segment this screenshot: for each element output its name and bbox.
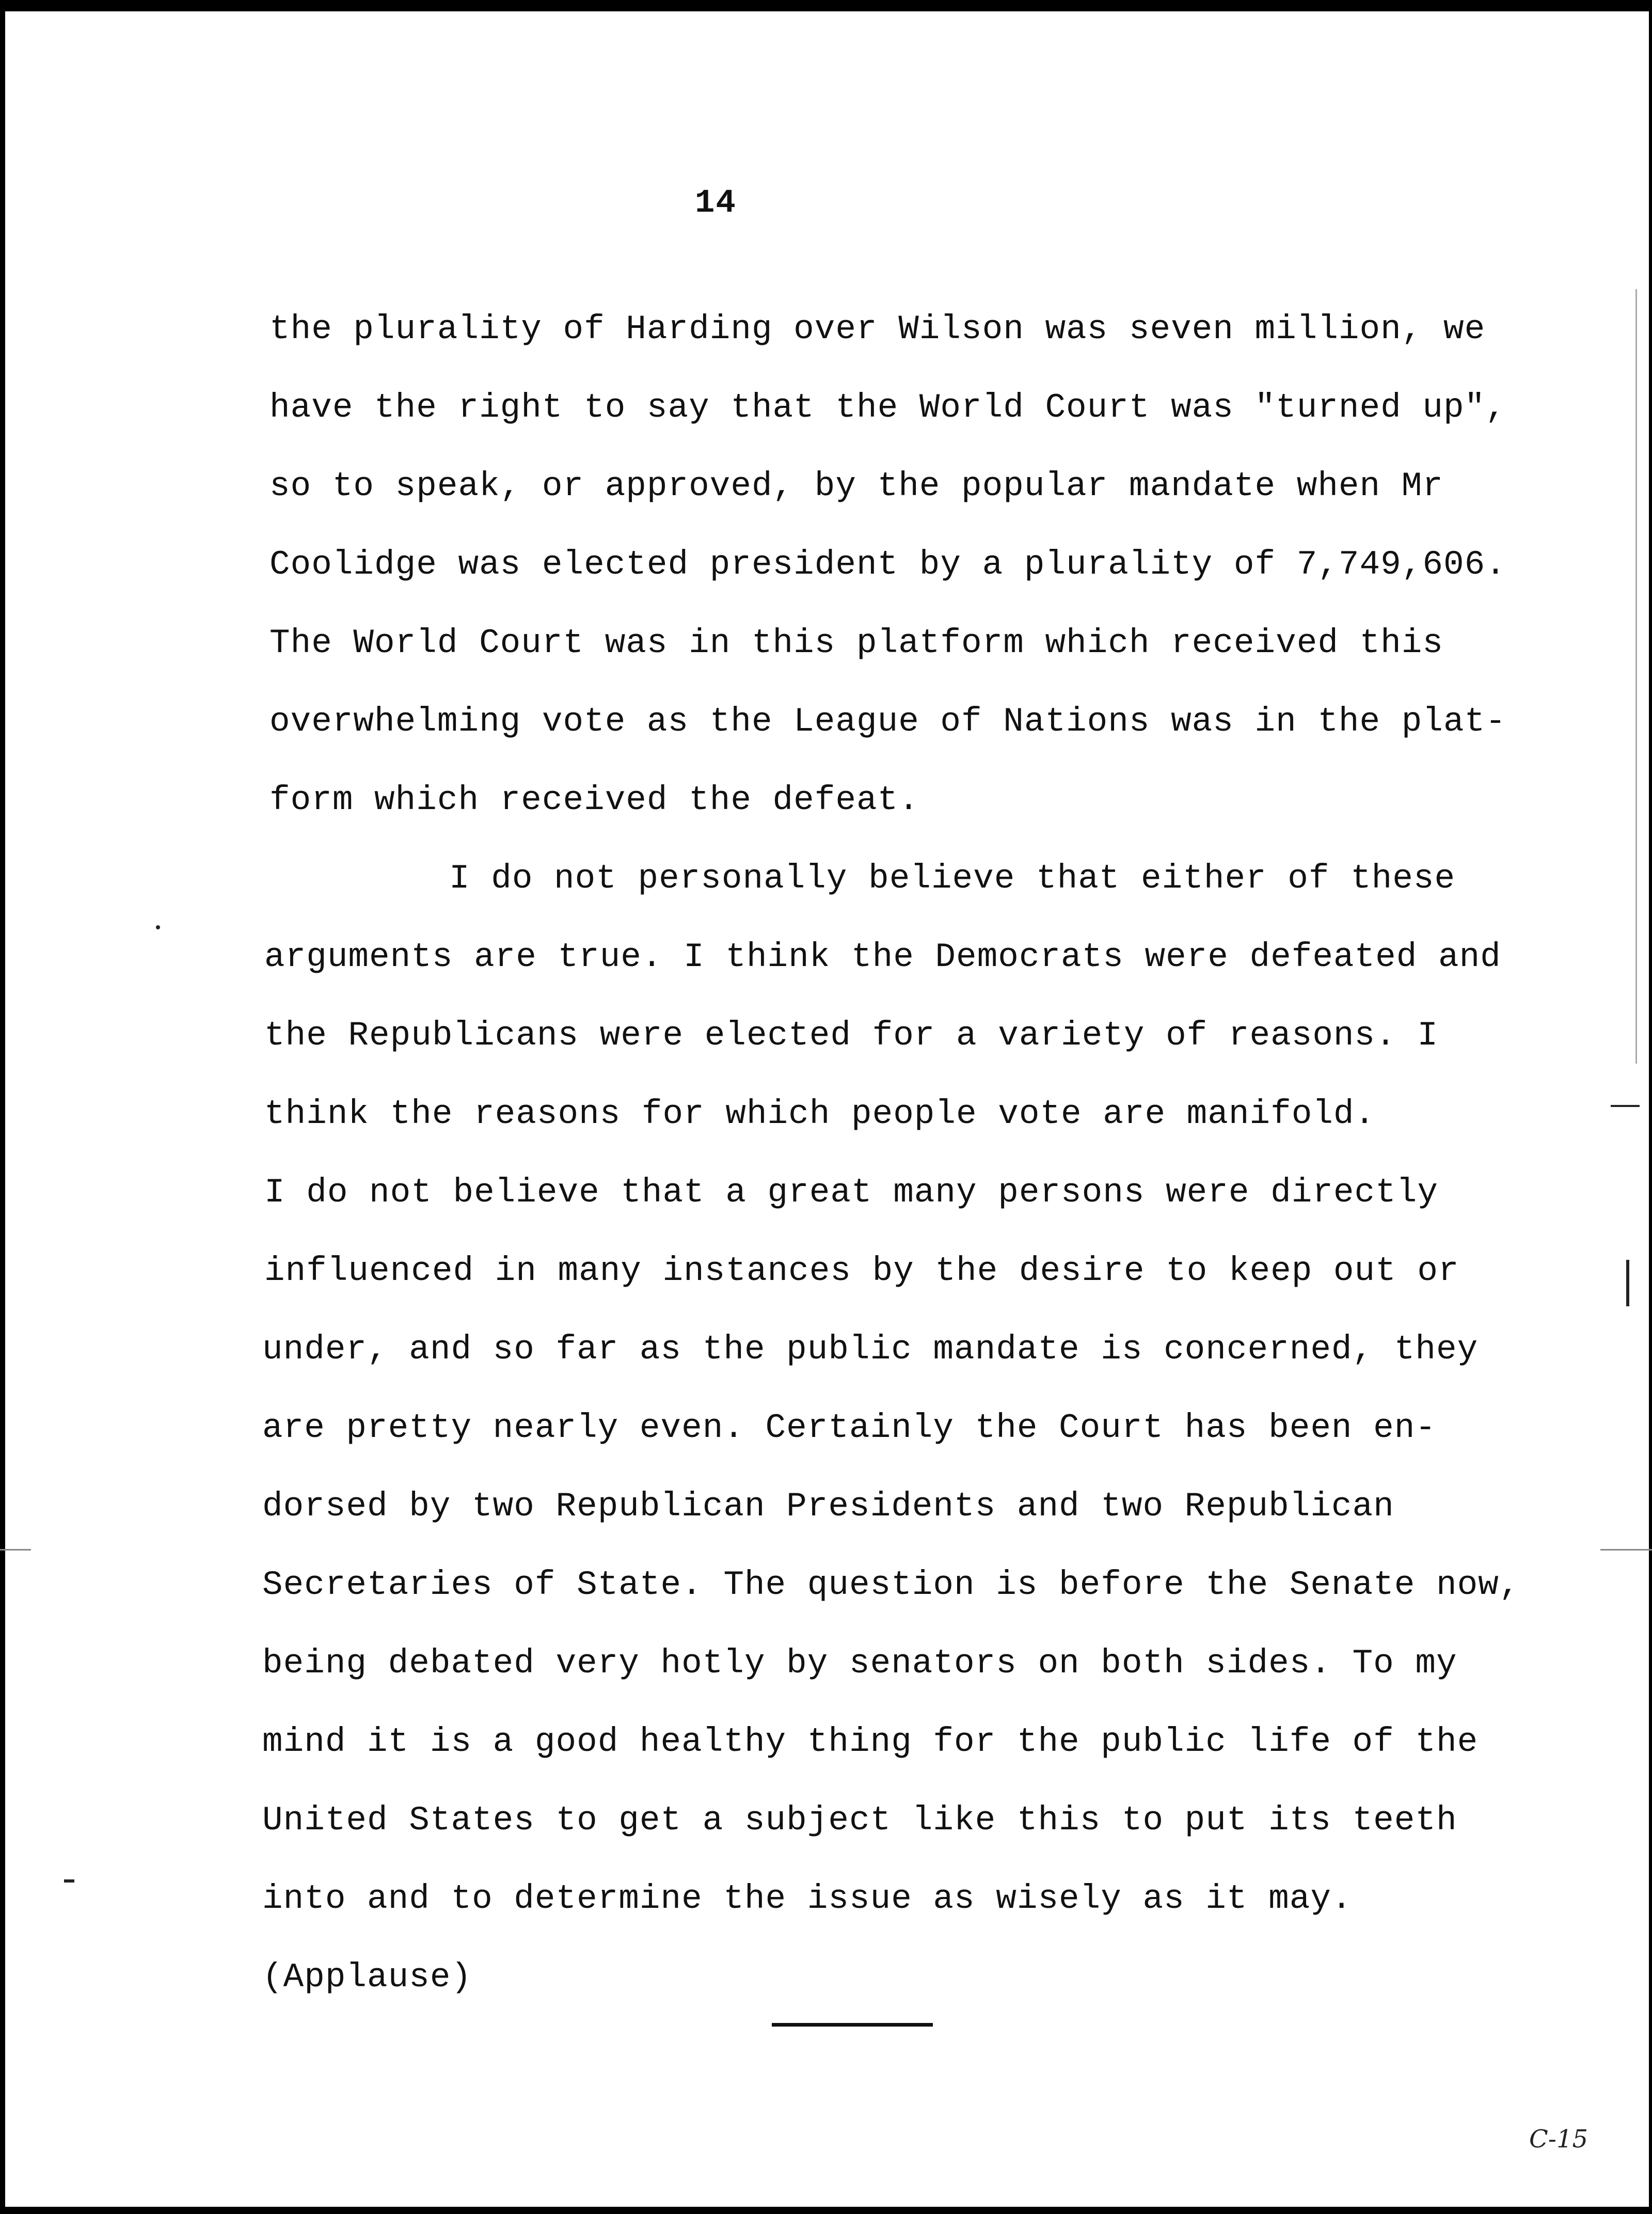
text-line: influenced in many instances by the desire to keep out or bbox=[264, 1252, 1459, 1290]
page-number: 14 bbox=[695, 185, 737, 222]
text-line: so to speak, or approved, by the popular mandate when Mr bbox=[269, 467, 1443, 505]
closing-rule bbox=[772, 2023, 933, 2027]
applause-note: (Applause) bbox=[262, 1958, 472, 1997]
text-line: United States to get a subject like this to put its teeth bbox=[262, 1801, 1457, 1840]
text-line: are pretty nearly even. Certainly the Court has been en- bbox=[262, 1409, 1436, 1447]
scan-edge-mark bbox=[1611, 1105, 1640, 1107]
text-line: have the right to say that the World Court was "turned up", bbox=[269, 388, 1506, 427]
text-line: the plurality of Harding over Wilson was seven million, we bbox=[269, 310, 1486, 349]
scan-edge-mark bbox=[1635, 289, 1637, 1064]
text-line: being debated very hotly by senators on both sides. To my bbox=[262, 1644, 1457, 1683]
text-line: mind it is a good healthy thing for the public life of the bbox=[262, 1722, 1479, 1761]
text-line: dorsed by two Republican Presidents and two Republican bbox=[262, 1487, 1394, 1526]
text-line: think the reasons for which people vote are manifold. bbox=[264, 1095, 1376, 1133]
text-line: The World Court was in this platform which received this bbox=[269, 624, 1443, 662]
text-line: Secretaries of State. The question is before the Senate now, bbox=[262, 1565, 1520, 1604]
scan-edge-mark bbox=[1626, 1260, 1629, 1306]
text-line: the Republicans were elected for a variety of reasons. I bbox=[264, 1016, 1438, 1055]
text-line: I do not personally believe that either of these bbox=[449, 859, 1456, 898]
text-line: arguments are true. I think the Democrats were defeated and bbox=[264, 938, 1501, 976]
scan-edge-mark bbox=[0, 1549, 31, 1551]
scan-speck bbox=[156, 925, 160, 929]
text-line: under, and so far as the public mandate is concerned, they bbox=[262, 1330, 1479, 1369]
text-line: form which received the defeat. bbox=[269, 781, 919, 819]
text-line: overwhelming vote as the League of Nations was in the plat- bbox=[269, 702, 1506, 741]
archive-mark: C-15 bbox=[1529, 2125, 1589, 2154]
scan-speck bbox=[64, 1879, 74, 1883]
text-line: I do not believe that a great many persons were directly bbox=[264, 1173, 1438, 1212]
scan-edge-mark bbox=[1600, 1549, 1652, 1551]
text-line: into and to determine the issue as wisely as it may. bbox=[262, 1879, 1353, 1918]
text-line: Coolidge was elected president by a plurality of 7,749,606. bbox=[269, 545, 1506, 584]
